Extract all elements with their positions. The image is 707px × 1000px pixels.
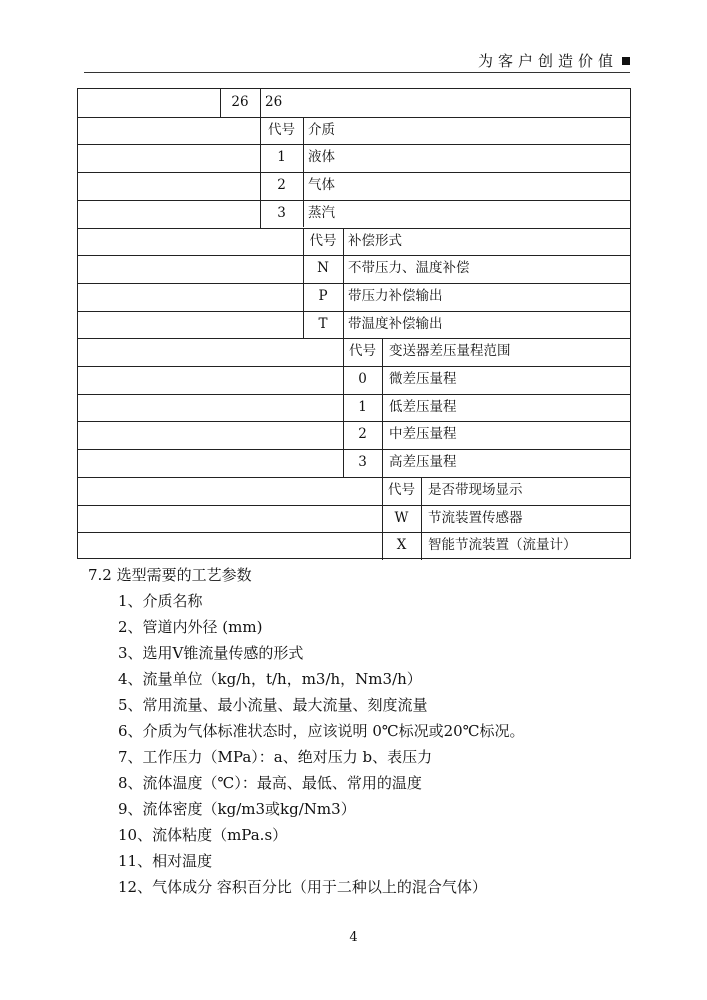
range-label: 高差压量程 xyxy=(389,454,457,471)
list-item: 10、流体粘度（mPa.s） xyxy=(118,826,288,844)
list-item: 11、相对温度 xyxy=(118,852,213,870)
range-code: 3 xyxy=(358,454,367,471)
range-code: 0 xyxy=(358,371,367,387)
row-divider xyxy=(78,144,630,145)
table-cell: 26 xyxy=(231,94,249,110)
header-square-icon xyxy=(622,57,630,65)
range-code: 2 xyxy=(358,426,367,443)
code-header: 代号 xyxy=(349,343,376,360)
range-label: 微差压量程 xyxy=(389,371,457,387)
page-header xyxy=(84,50,630,72)
list-item: 7、工作压力（MPa）：a、绝对压力 b、表压力 xyxy=(118,748,433,766)
row-divider xyxy=(78,172,630,173)
col-divider xyxy=(421,477,422,560)
header-rule xyxy=(84,72,630,73)
row-divider xyxy=(78,117,630,118)
list-item: 3、选用V锥流量传感的形式 xyxy=(118,644,304,662)
table-cell: 26 xyxy=(265,94,283,110)
medium-code: 2 xyxy=(277,177,286,194)
compensation-label: 不带压力、温度补偿 xyxy=(348,260,470,277)
selection-code-table xyxy=(77,88,631,559)
col-divider xyxy=(303,117,304,228)
list-item: 9、流体密度（kg/m3或kg/Nm3） xyxy=(118,800,356,818)
code-header: 代号 xyxy=(268,121,295,138)
compensation-label: 带压力补偿输出 xyxy=(348,287,443,304)
display-code: X xyxy=(396,537,407,554)
list-item: 12、气体成分 容积百分比（用于二种以上的混合气体） xyxy=(118,878,487,896)
medium-label: 气体 xyxy=(308,177,335,194)
list-item: 4、流量单位（kg/h，t/h，m3/h，Nm3/h） xyxy=(118,670,422,688)
range-header: 变送器差压量程范围 xyxy=(389,343,511,360)
code-header: 代号 xyxy=(309,232,337,249)
header-slogan: 为客户创造价值 xyxy=(477,52,618,70)
col-divider xyxy=(382,338,383,477)
medium-code: 1 xyxy=(277,149,286,166)
range-label: 低差压量程 xyxy=(389,398,457,415)
compensation-code: T xyxy=(318,315,328,332)
list-item: 5、常用流量、最小流量、最大流量、刻度流量 xyxy=(118,696,428,714)
compensation-code: P xyxy=(318,287,328,304)
col-divider xyxy=(343,228,344,339)
range-label: 中差压量程 xyxy=(389,426,457,443)
section-title: 7.2 选型需要的工艺参数 xyxy=(88,566,252,584)
code-header: 代号 xyxy=(388,481,415,498)
compensation-code: N xyxy=(317,260,329,277)
row-divider xyxy=(78,477,630,478)
medium-header: 介质 xyxy=(308,121,335,138)
medium-label: 蒸汽 xyxy=(308,204,335,221)
display-label: 智能节流装置（流量计） xyxy=(428,537,577,554)
range-code: 1 xyxy=(358,398,367,415)
compensation-label: 带温度补偿输出 xyxy=(348,315,443,332)
list-item: 6、介质为气体标准状态时，应该说明 0℃标况或20℃标况。 xyxy=(118,722,525,740)
list-item: 8、流体温度（℃）：最高、最低、常用的温度 xyxy=(118,774,422,792)
row-divider xyxy=(78,505,630,506)
medium-label: 液体 xyxy=(308,149,335,166)
display-header: 是否带现场显示 xyxy=(428,481,523,498)
display-code: W xyxy=(394,509,409,526)
list-item: 1、介质名称 xyxy=(118,592,203,610)
page-number: 4 xyxy=(349,930,358,945)
medium-code: 3 xyxy=(277,204,286,221)
row-divider xyxy=(78,200,630,201)
compensation-header: 补偿形式 xyxy=(348,232,402,249)
display-label: 节流装置传感器 xyxy=(428,509,523,526)
list-item: 2、管道内外径 (mm) xyxy=(118,618,263,636)
